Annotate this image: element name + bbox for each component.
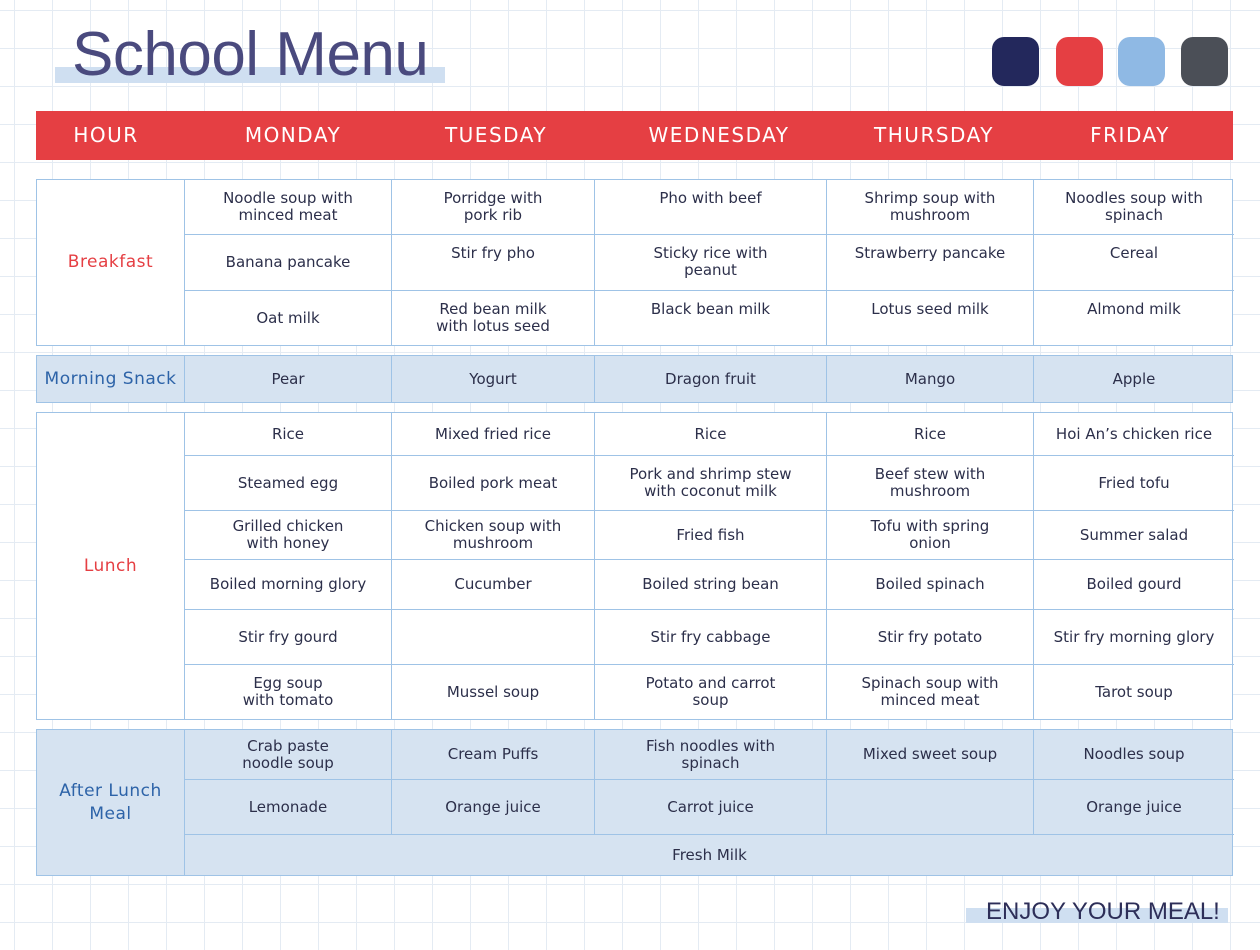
swatch-light-blue: [1118, 37, 1165, 86]
lunch-cell: Rice: [827, 413, 1034, 456]
lunch-cell: Beef stew with mushroom: [827, 456, 1034, 511]
after-lunch-cell: Carrot juice: [595, 780, 827, 835]
header-thursday: THURSDAY: [874, 123, 994, 147]
breakfast-cell: Banana pancake: [185, 235, 392, 291]
lunch-cell: Mixed fried rice: [392, 413, 595, 456]
after-lunch-cell: Lemonade: [185, 780, 392, 835]
lunch-label: Lunch: [37, 413, 185, 719]
after-lunch-cell: Orange juice: [1034, 780, 1234, 835]
title-block: [55, 18, 455, 92]
breakfast-cell: Noodles soup with spinach: [1034, 180, 1234, 235]
lunch-cell: Spinach soup with minced meat: [827, 665, 1034, 719]
after-lunch-cell: Orange juice: [392, 780, 595, 835]
lunch-cell: Mussel soup: [392, 665, 595, 719]
morning-snack-cell: Mango: [827, 356, 1034, 402]
swatch-gray: [1181, 37, 1228, 86]
after-lunch-cell: Noodles soup: [1034, 730, 1234, 780]
lunch-cell: Potato and carrot soup: [595, 665, 827, 719]
header-wednesday: WEDNESDAY: [648, 123, 790, 147]
after-lunch-cell: Cream Puffs: [392, 730, 595, 780]
breakfast-cell: Lotus seed milk: [827, 291, 1034, 345]
morning-snack-cell: Apple: [1112, 369, 1156, 388]
after-lunch-cell: [827, 780, 1034, 835]
after-lunch-cell: Fish noodles with spinach: [595, 730, 827, 780]
breakfast-cell: Shrimp soup with mushroom: [827, 180, 1034, 235]
lunch-cell: Tarot soup: [1095, 682, 1173, 701]
after-lunch-full-row: Fresh Milk: [672, 845, 747, 864]
morning-snack-cell: Dragon fruit: [595, 356, 827, 402]
lunch-cell: Chicken soup with mushroom: [392, 511, 595, 560]
header-monday: MONDAY: [244, 123, 342, 147]
lunch-cell: Boiled spinach: [827, 560, 1034, 610]
after-lunch-label: After Lunch Meal: [37, 730, 185, 875]
section-after-lunch: [36, 729, 1233, 876]
lunch-cell: Cucumber: [392, 560, 595, 610]
lunch-cell: Hoi An’s chicken rice: [1034, 413, 1234, 456]
header-bar: [36, 111, 1233, 160]
breakfast-cell: Pho with beef: [595, 180, 827, 235]
after-lunch-cell: Mixed sweet soup: [827, 730, 1034, 780]
breakfast-label: Breakfast: [37, 180, 185, 345]
lunch-cell: Rice: [185, 413, 392, 456]
breakfast-cell: Noodle soup with minced meat: [185, 180, 392, 235]
breakfast-cell: Porridge with pork rib: [392, 180, 595, 235]
breakfast-cell: Cereal: [1034, 235, 1234, 291]
lunch-cell: Rice: [595, 413, 827, 456]
page-title: School Menu: [72, 20, 429, 89]
morning-snack-cell: Pear: [185, 356, 392, 402]
lunch-cell: Fried fish: [595, 511, 827, 560]
after-lunch-cell: Crab paste noodle soup: [185, 730, 392, 780]
lunch-cell: Fried tofu: [1034, 456, 1234, 511]
swatch-navy: [992, 37, 1039, 86]
section-breakfast: [36, 179, 1233, 346]
lunch-cell: Pork and shrimp stew with coconut milk: [595, 456, 827, 511]
lunch-cell: Summer salad: [1034, 511, 1234, 560]
lunch-cell: Egg soup with tomato: [185, 665, 392, 719]
lunch-cell: Stir fry cabbage: [595, 610, 827, 665]
lunch-cell: Grilled chicken with honey: [185, 511, 392, 560]
morning-snack-cell: Yogurt: [392, 356, 595, 402]
breakfast-cell: Strawberry pancake: [827, 235, 1034, 291]
section-morning-snack: [36, 355, 1233, 403]
lunch-cell: Boiled morning glory: [185, 560, 392, 610]
breakfast-cell: Oat milk: [185, 291, 392, 345]
swatch-red: [1056, 37, 1103, 86]
lunch-cell: Boiled pork meat: [392, 456, 595, 511]
lunch-cell: Tofu with spring onion: [827, 511, 1034, 560]
breakfast-cell: Sticky rice with peanut: [595, 235, 827, 291]
footer-block: [966, 896, 1232, 930]
lunch-cell: Stir fry morning glory: [1034, 610, 1234, 665]
lunch-cell: Steamed egg: [185, 456, 392, 511]
section-lunch: [36, 412, 1233, 720]
lunch-cell: Stir fry potato: [827, 610, 1034, 665]
breakfast-cell: Black bean milk: [595, 291, 827, 345]
breakfast-cell: Red bean milk with lotus seed: [392, 291, 595, 345]
header-tuesday: TUESDAY: [444, 123, 548, 147]
lunch-cell: Boiled gourd: [1034, 560, 1234, 610]
header-friday: FRIDAY: [1090, 123, 1170, 147]
lunch-cell: Boiled string bean: [595, 560, 827, 610]
morning-snack-label: Morning Snack: [37, 356, 185, 402]
breakfast-cell: Stir fry pho: [392, 235, 595, 291]
lunch-cell: [392, 610, 595, 665]
footer-text: ENJOY YOUR MEAL!: [986, 898, 1220, 925]
breakfast-cell: Almond milk: [1087, 300, 1181, 318]
color-swatches: [992, 37, 1232, 87]
header-hour: HOUR: [73, 123, 139, 147]
lunch-cell: Stir fry gourd: [185, 610, 392, 665]
